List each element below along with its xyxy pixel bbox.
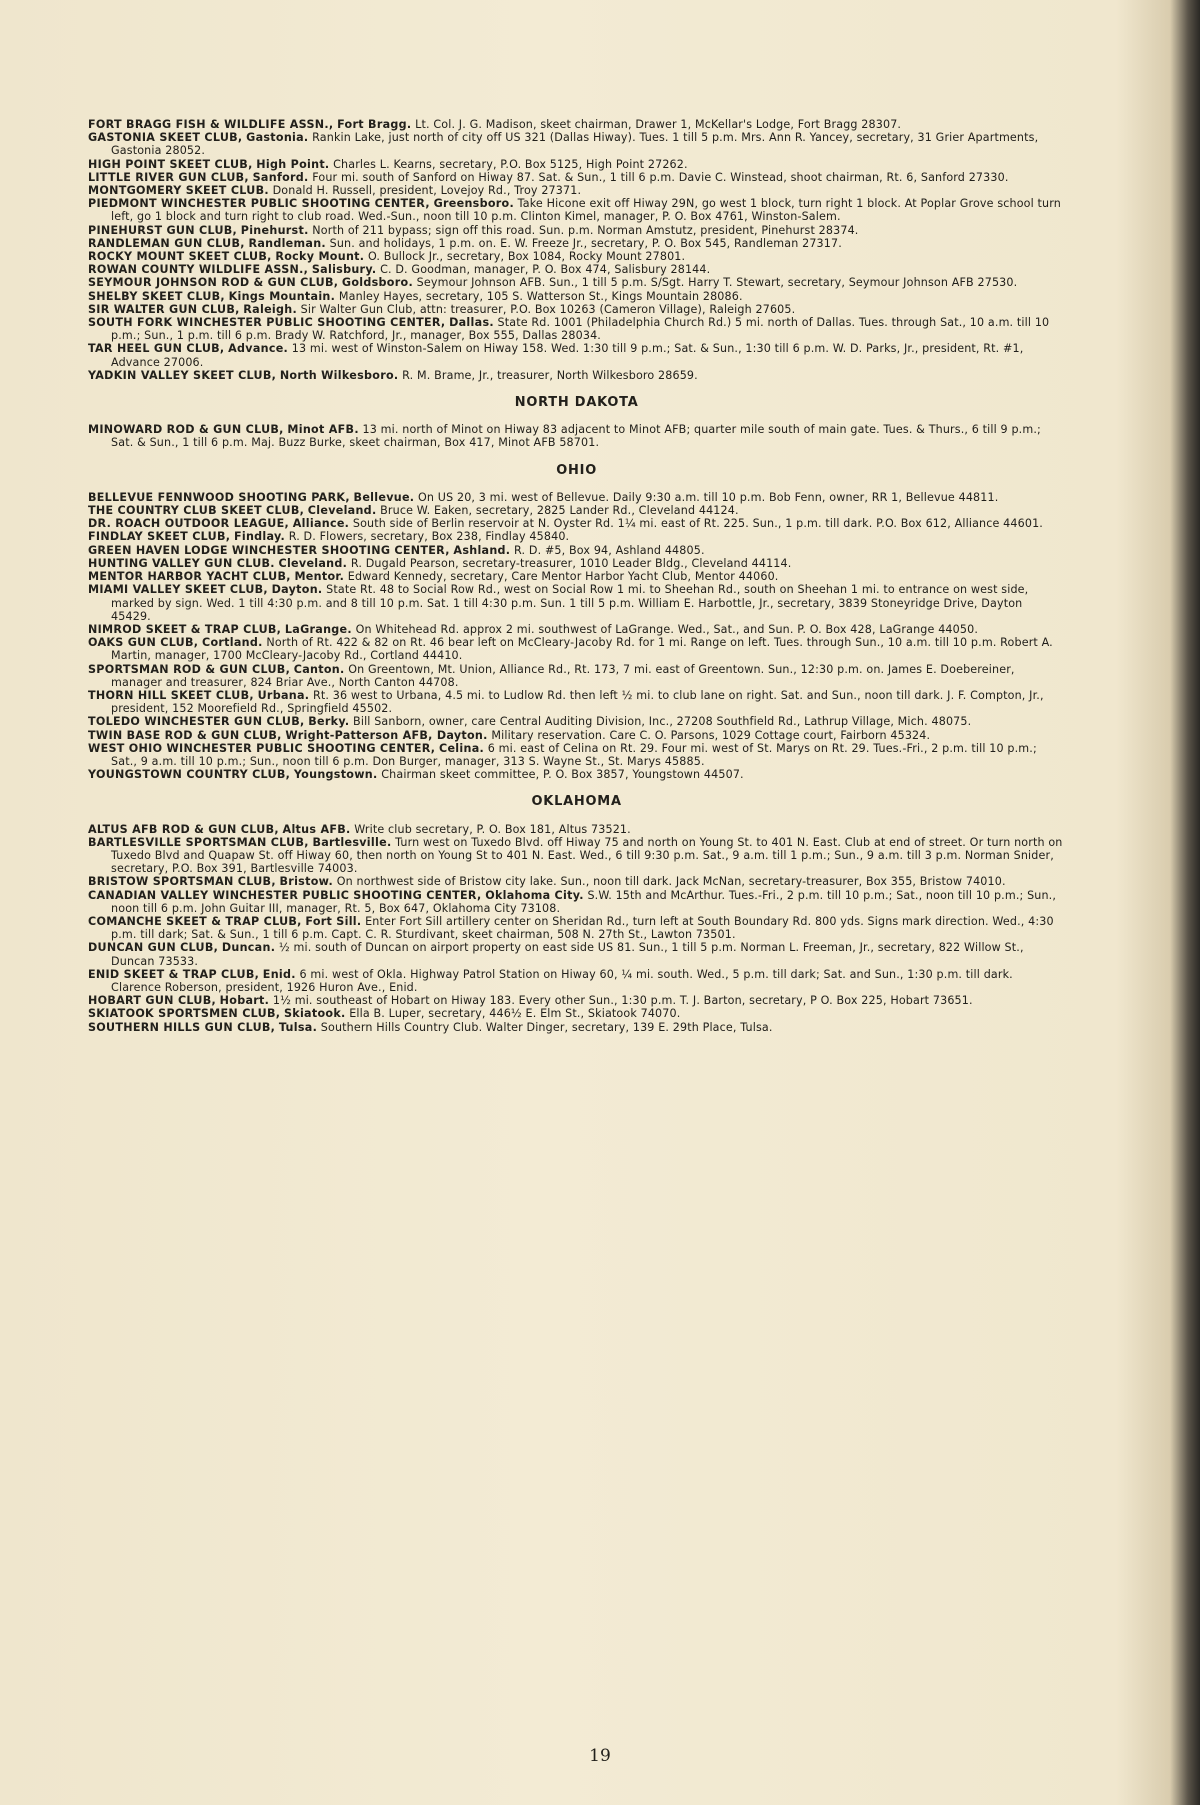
club-entry (88, 889, 1065, 915)
club-details: Enter Fort Sill artillery center on Sheridan Rd., turn left at South Boundary Rd. 800 yds. Signs mark direction. Wed., 4:30 p.m. till dark; Sat. & Sun., 1 till 6 p.m. Capt. C. R. Sturdivant, skeet chairman, 508 N. 27th St., Lawton 73501. (111, 913, 1054, 942)
club-details: Donald H. Russell, president, Lovejoy Rd., Troy 27371. (272, 183, 582, 198)
club-name: HOBART GUN CLUB, (88, 993, 216, 1008)
club-location: Gastonia. (246, 130, 309, 145)
club-details: Rt. 36 west to Urbana, 4.5 mi. to Ludlow Rd. then left ½ mi. to club lane on right. Sat. and Sun., noon till dark. J. F. Compton, Jr., president, 152 Moorefield Rd., Springfield 45502. (111, 687, 1044, 716)
club-entry (88, 915, 1065, 941)
club-entry (88, 342, 1065, 368)
club-name: SKIATOOK SPORTSMEN CLUB, (88, 1006, 281, 1021)
club-location: LaGrange. (284, 621, 352, 636)
club-entry (88, 197, 1065, 223)
club-details: Sun. and holidays, 1 p.m. on. E. W. Freeze Jr., secretary, P. O. Box 545, Randleman 27317. (329, 235, 842, 250)
club-location: Salisbury. (311, 262, 377, 277)
state-heading: NORTH DAKOTA (514, 394, 639, 411)
club-location: Greensboro. (433, 196, 514, 211)
club-location: North Wilkesboro. (279, 367, 399, 382)
club-location: Mentor. (294, 569, 345, 584)
club-location: Hobart. (219, 993, 270, 1008)
club-location: Findlay. (233, 529, 286, 544)
club-details: ½ mi. south of Duncan on airport property on east side US 81. Sun., 1 till 5 p.m. Norman L. Freeman, Jr., secretary, 822 Willow St., Duncan 73533. (111, 940, 1024, 968)
club-directory (88, 118, 1065, 1034)
club-name: GREEN HAVEN LODGE WINCHESTER SHOOTING CENTER, (88, 542, 450, 557)
club-details: Lt. Col. J. G. Madison, skeet chairman, Drawer 1, McKellar's Lodge, Fort Bragg 28307. (415, 117, 902, 131)
club-name: OAKS GUN CLUB, (88, 635, 199, 650)
club-name: CANADIAN VALLEY WINCHESTER PUBLIC SHOOTING CENTER, (88, 887, 482, 902)
club-name: PIEDMONT WINCHESTER PUBLIC SHOOTING CENTER, (88, 196, 430, 211)
club-name: PINEHURST GUN CLUB, (88, 222, 238, 237)
club-entry (88, 663, 1065, 689)
page-number: 19 (589, 1746, 611, 1766)
club-name: ENID SKEET & TRAP CLUB, (88, 966, 260, 981)
club-location: Wright-Patterson AFB, Dayton. (285, 727, 488, 742)
club-details: Bill Sanborn, owner, care Central Auditing Division, Inc., 27208 Southfield Rd., Lathrup Village, Mich. 48075. (353, 714, 972, 729)
club-name: ROWAN COUNTY WILDLIFE ASSN., (88, 262, 309, 277)
club-location: Bellevue. (353, 489, 415, 504)
club-location: Raleigh. (243, 301, 297, 316)
club-entry (88, 941, 1065, 967)
club-name: YOUNGSTOWN COUNTRY CLUB, (88, 767, 291, 782)
club-details: Manley Hayes, secretary, 105 S. Watterson St., Kings Mountain 28086. (338, 288, 743, 303)
club-name: MIAMI VALLEY SKEET CLUB, (88, 582, 268, 597)
club-name: NIMROD SKEET & TRAP CLUB, (88, 621, 282, 636)
club-name: MENTOR HARBOR YACHT CLUB, (88, 569, 291, 584)
club-location: Youngstown. (293, 767, 378, 782)
club-location: Fort Sill. (305, 913, 362, 928)
club-details: North of Rt. 422 & 82 on Rt. 46 bear left on McCleary-Jacoby Rd. for 1 mi. Range on left. Tues. through Sun., 10 a.m. till 10 p.m. Robert A. Martin, manager, 1700 McCleary-Jacoby Rd., Cortland 44410. (111, 635, 1053, 663)
club-location: Duncan. (221, 940, 276, 955)
club-details: North of 211 bypass; sign off this road. Sun. p.m. Norman Amstutz, president, Pinehurst 28374. (312, 222, 859, 237)
club-details: Take Hicone exit off Hiway 29N, go west 1 block, turn right 1 block. At Poplar Grove school turn left, go 1 block and turn right to club road. Wed.-Sun., noon till 10 p.m. Clinton Kimel, manager, P. O. Box 4761, Winston-Salem. (111, 196, 1061, 224)
club-name: FORT BRAGG FISH & WILDLIFE ASSN., (88, 117, 334, 131)
club-entry (88, 1021, 1065, 1034)
club-location: Berky. (308, 714, 350, 729)
club-name: SHELBY SKEET CLUB, (88, 288, 225, 303)
club-details: 13 mi. north of Minot on Hiway 83 adjacent to Minot AFB; quarter mile south of main gate. Tues. & Thurs., 6 till 9 p.m.; Sat. & Sun., 1 till 6 p.m. Maj. Buzz Burke, skeet chairman, Box 417, Minot AFB 58701. (111, 422, 1041, 450)
state-heading: OKLAHOMA (531, 793, 622, 810)
club-name: FINDLAY SKEET CLUB, (88, 529, 231, 544)
club-location: Enid. (262, 966, 296, 981)
club-details: On northwest side of Bristow city lake. Sun., noon till dark. Jack McNan, secretary-treasurer, Box 355, Bristow 74010. (336, 874, 1006, 889)
club-details: Sir Walter Gun Club, attn: treasurer, P.O. Box 10263 (Cameron Village), Raleigh 27605. (300, 301, 796, 316)
club-name: THE COUNTRY CLUB SKEET CLUB, (88, 503, 305, 518)
club-location: Kings Mountain. (228, 288, 336, 303)
club-location: Skiatook. (283, 1006, 346, 1021)
club-location: Cortland. (202, 635, 263, 650)
club-location: Dayton. (271, 582, 323, 597)
club-details: Edward Kennedy, secretary, Care Mentor Harbor Yacht Club, Mentor 44060. (347, 569, 779, 584)
club-location: Celina. (439, 740, 485, 755)
club-name: MINOWARD ROD & GUN CLUB, (88, 422, 284, 437)
club-location: Goldsboro. (341, 275, 413, 290)
club-details: Charles L. Kearns, secretary, P.O. Box 5125, High Point 27262. (333, 156, 688, 171)
club-details: Turn west on Tuxedo Blvd. off Hiway 75 and north on Young St. to 401 N. East. Club at end of street. Or turn north on Tuxedo Blvd and Quapaw St. off Hiway 60, then north on Young St to 401 N. East. Wed., 6 till 9:30 p.m. Sat., 9 a.m. till 1 p.m.; Sun., 9 a.m. till 3 p.m. Norman Snider, secretary, P.O. Box 391, Bartlesville 74003. (111, 834, 1063, 876)
club-details: 6 mi. west of Okla. Highway Patrol Station on Hiway 60, ¼ mi. south. Wed., 5 p.m. till dark; Sat. and Sun., 1:30 p.m. till dark. Clarence Roberson, president, 1926 Huron Ave., Enid. (111, 966, 1013, 994)
club-location: Rocky Mount. (275, 249, 365, 264)
club-details: O. Bullock Jr., secretary, Box 1084, Rocky Mount 27801. (367, 249, 686, 264)
club-entry (88, 968, 1065, 994)
club-name: SOUTH FORK WINCHESTER PUBLIC SHOOTING CENTER, (88, 315, 446, 330)
club-details: Write club secretary, P. O. Box 181, Altus 73521. (354, 821, 631, 836)
club-details: S.W. 15th and McArthur. Tues.-Fri., 2 p.m. till 10 p.m.; Sat., noon till 10 p.m.; Sun., noon till 6 p.m. John Guitar III, manager, Rt. 5, Box 647, Oklahoma City 73108. (111, 887, 1057, 915)
club-name: YADKIN VALLEY SKEET CLUB, (88, 367, 277, 382)
club-details: Military reservation. Care C. O. Parsons, 1029 Cottage court, Fairborn 45324. (491, 727, 931, 742)
club-location: Bartlesville. (312, 834, 392, 849)
club-location: Bristow. (279, 874, 334, 889)
club-name: ALTUS AFB ROD & GUN CLUB, (88, 821, 279, 836)
club-details: R. Dugald Pearson, secretary-treasurer, 1010 Leader Bldg., Cleveland 44114. (350, 555, 792, 570)
club-entry (88, 131, 1065, 157)
club-name: SOUTHERN HILLS GUN CLUB, (88, 1019, 276, 1034)
club-name: ROCKY MOUNT SKEET CLUB, (88, 249, 272, 264)
club-details: 6 mi. east of Celina on Rt. 29. Four mi. west of St. Marys on Rt. 29. Tues.-Fri., 2 p.m. till 10 p.m.; Sat., 9 a.m. till 10 p.m.; Sun., noon till 6 p.m. Don Burger, manager, 313 S. Wayne St., St. Marys 45885. (111, 740, 1037, 768)
club-location: Sanford. (252, 169, 309, 184)
club-location: Oklahoma City. (485, 887, 584, 902)
club-name: DR. ROACH OUTDOOR LEAGUE, (88, 516, 290, 531)
club-details: Seymour Johnson AFB. Sun., 1 till 5 p.m. S/Sgt. Harry T. Stewart, secretary, Seymour Johnson AFB 27530. (416, 275, 1018, 290)
club-name: BELLEVUE FENNWOOD SHOOTING PARK, (88, 489, 350, 504)
club-location: Tulsa. (278, 1019, 318, 1034)
club-name: DUNCAN GUN CLUB, (88, 940, 219, 955)
club-name: GASTONIA SKEET CLUB, (88, 130, 243, 145)
club-entry (88, 423, 1065, 449)
club-location: Ashland. (453, 542, 511, 557)
club-details: Southern Hills Country Club. Walter Dinger, secretary, 139 E. 29th Place, Tulsa. (320, 1019, 773, 1034)
club-details: Ella B. Luper, secretary, 446½ E. Elm St., Skiatook 74070. (349, 1006, 681, 1021)
club-entry (88, 742, 1065, 768)
club-location: Cleveland. (307, 503, 377, 518)
club-name: TAR HEEL GUN CLUB, (88, 341, 225, 356)
club-location: Dallas. (449, 315, 494, 330)
club-location: Minot AFB. (287, 422, 359, 437)
club-entry (88, 836, 1065, 876)
club-location: Advance. (228, 341, 289, 356)
club-name: COMANCHE SKEET & TRAP CLUB, (88, 913, 302, 928)
club-name: MONTGOMERY SKEET CLUB. (88, 183, 269, 198)
club-location: Randleman. (248, 235, 326, 250)
club-name: SPORTSMAN ROD & GUN CLUB, (88, 661, 291, 676)
state-heading: OHIO (556, 461, 598, 478)
club-location: Canton. (293, 661, 345, 676)
club-name: SIR WALTER GUN CLUB, (88, 301, 240, 316)
club-location: Alliance. (292, 516, 350, 531)
club-details: Chairman skeet committee, P. O. Box 3857, Youngstown 44507. (381, 767, 744, 782)
club-name: SEYMOUR JOHNSON ROD & GUN CLUB, (88, 275, 339, 290)
club-location: Fort Bragg. (337, 117, 412, 131)
club-entry (88, 689, 1065, 715)
club-name: WEST OHIO WINCHESTER PUBLIC SHOOTING CENTER, (88, 740, 436, 755)
club-name: HUNTING VALLEY GUN CLUB. (88, 555, 275, 570)
club-entry (88, 583, 1065, 623)
club-details: On Whitehead Rd. approx 2 mi. southwest of LaGrange. Wed., Sat., and Sun. P. O. Box 428, LaGrange 44050. (355, 621, 979, 636)
club-location: Altus AFB. (282, 821, 351, 836)
club-details: South side of Berlin reservoir at N. Oyster Rd. 1¼ mi. east of Rt. 225. Sun., 1 p.m. till dark. P.O. Box 612, Alliance 44601. (352, 516, 1043, 531)
club-location: Urbana. (257, 687, 310, 702)
club-name: TOLEDO WINCHESTER GUN CLUB, (88, 714, 305, 729)
club-details: R. D. Flowers, secretary, Box 238, Findlay 45840. (288, 529, 570, 544)
club-name: BRISTOW SPORTSMAN CLUB, (88, 874, 276, 889)
club-details: On US 20, 3 mi. west of Bellevue. Daily 9:30 a.m. till 10 p.m. Bob Fenn, owner, RR 1, Bellevue 44811. (418, 489, 999, 504)
club-entry (88, 768, 1065, 781)
club-details: State Rd. 1001 (Philadelphia Church Rd.) 5 mi. north of Dallas. Tues. through Sat., 10 a.m. till 10 p.m.; Sun., 1 p.m. till 6 p.m. Brady W. Ratchford, Jr., manager, Box 555, Dallas 28034. (111, 315, 1050, 343)
club-details: Rankin Lake, just north of city off US 321 (Dallas Hiway). Tues. 1 till 5 p.m. Mrs. Ann R. Yancey, secretary, 31 Grier Apartments, Gastonia 28052. (111, 130, 1039, 158)
club-details: 13 mi. west of Winston-Salem on Hiway 158. Wed. 1:30 till 9 p.m.; Sat. & Sun., 1:30 till 6 p.m. W. D. Parks, Jr., president, Rt. #1, Advance 27006. (111, 341, 1024, 369)
club-name: THORN HILL SKEET CLUB, (88, 687, 254, 702)
club-name: RANDLEMAN GUN CLUB, (88, 235, 245, 250)
club-location: Pinehurst. (240, 222, 309, 237)
club-name: LITTLE RIVER GUN CLUB, (88, 169, 249, 184)
club-entry (88, 636, 1065, 662)
club-name: TWIN BASE ROD & GUN CLUB, (88, 727, 282, 742)
club-entry (88, 369, 1065, 382)
club-name: BARTLESVILLE SPORTSMAN CLUB, (88, 834, 309, 849)
club-details: On Greentown, Mt. Union, Alliance Rd., Rt. 173, 7 mi. east of Greentown. Sun., 12:30 p.m. on. James E. Doebereiner, manager and treasurer, 824 Briar Ave., North Canton 44708. (111, 661, 1015, 689)
club-details: 1½ mi. southeast of Hobart on Hiway 183. Every other Sun., 1:30 p.m. T. J. Barton, secretary, P O. Box 225, Hobart 73651. (272, 993, 973, 1008)
club-location: Cleveland. (278, 555, 348, 570)
club-location: High Point. (256, 156, 330, 171)
club-details: R. D. #5, Box 94, Ashland 44805. (514, 542, 705, 557)
club-details: Four mi. south of Sanford on Hiway 87. Sat. & Sun., 1 till 6 p.m. Davie C. Winstead, shoot chairman, Rt. 6, Sanford 27330. (312, 169, 1009, 184)
club-name: HIGH POINT SKEET CLUB, (88, 156, 253, 171)
club-details: State Rt. 48 to Social Row Rd., west on Social Row 1 mi. to Sheehan Rd., south on Sheehan 1 mi. to entrance on west side, marked by sign. Wed. 1 till 4:30 p.m. and 8 till 10 p.m. Sat. 1 till 4:30 p.m. Sun. 1 till 5 p.m. William E. Harbottle, Jr., secretary, 3839 Stoneyridge Drive, Dayton 45429. (111, 582, 1029, 623)
club-details: Bruce W. Eaken, secretary, 2825 Lander Rd., Cleveland 44124. (380, 503, 739, 518)
club-details: C. D. Goodman, manager, P. O. Box 474, Salisbury 28144. (380, 262, 711, 277)
club-details: R. M. Brame, Jr., treasurer, North Wilkesboro 28659. (402, 367, 698, 382)
club-entry (88, 316, 1065, 342)
